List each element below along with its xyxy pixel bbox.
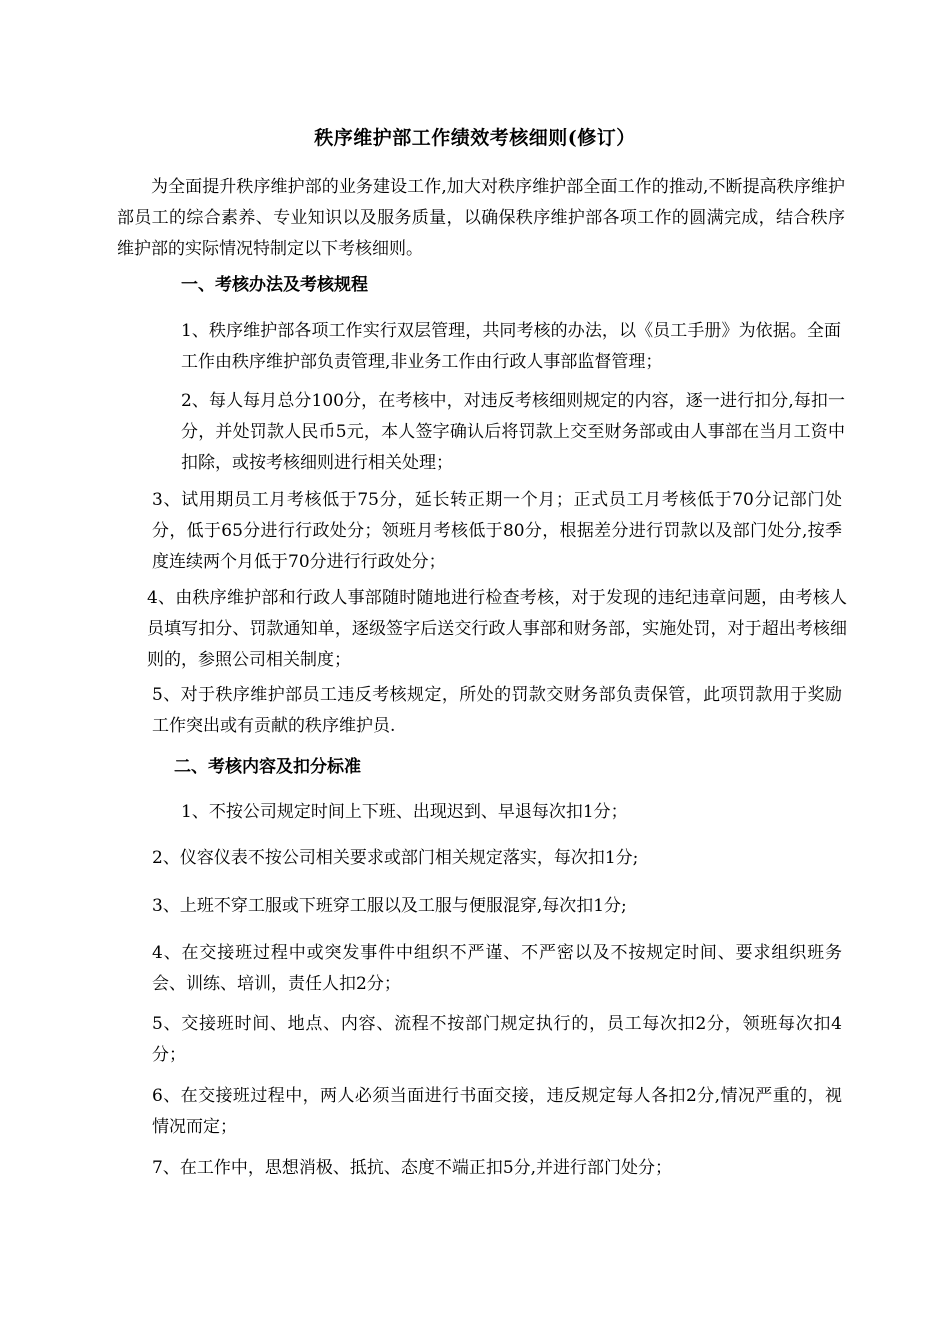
section2-item-3: 3、上班不穿工服或下班穿工服以及工服与便服混穿,每次扣1分; bbox=[152, 896, 627, 916]
section1-item-1: 1、秩序维护部各项工作实行双层管理，共同考核的办法，以《员工手册》为依据。全面工作由秩序维护部负责管理,非业务工作由行政人事部监督管理； bbox=[181, 321, 841, 372]
section1-item-5: 5、对于秩序维护部员工违反考核规定，所处的罚款交财务部负责保管，此项罚款用于奖励工作突出或有贡献的秩序维护员. bbox=[152, 685, 842, 736]
section-heading-2: 二、考核内容及扣分标准 bbox=[174, 757, 361, 777]
intro-paragraph: 为全面提升秩序维护部的业务建设工作,加大对秩序维护部全面工作的推动,不断提高秩序维护部员工的综合素养、专业知识以及服务质量，以确保秩序维护部各项工作的圆满完成，结合秩序维护部的实际情况特制定以下考核细则。 bbox=[117, 177, 845, 259]
section1-item-2: 2、每人每月总分100分，在考核中，对违反考核细则规定的内容，逐一进行扣分,每扣一分，并处罚款人民币5元，本人签字确认后将罚款上交至财务部或由人事部在当月工资中扣除，或按考核细则进行相关处理； bbox=[181, 391, 845, 473]
section1-item-3: 3、试用期员工月考核低于75分，延长转正期一个月；正式员工月考核低于70分记部门处分，低于65分进行行政处分；领班月考核低于80分，根据差分进行罚款以及部门处分,按季度连续两个月低于70分进行行政处分； bbox=[152, 490, 842, 572]
section2-item-7: 7、在工作中，思想消极、抵抗、态度不端正扣5分,并进行部门处分； bbox=[152, 1158, 673, 1178]
section-heading-1: 一、考核办法及考核规程 bbox=[181, 275, 368, 295]
document-title: 秩序维护部工作绩效考核细则(修订） bbox=[314, 127, 636, 149]
section2-item-5: 5、交接班时间、地点、内容、流程不按部门规定执行的，员工每次扣2分，领班每次扣4分； bbox=[152, 1014, 842, 1065]
section1-item-4: 4、由秩序维护部和行政人事部随时随地进行检查考核，对于发现的违纪违章问题，由考核人员填写扣分、罚款通知单，逐级签字后送交行政人事部和财务部，实施处罚，对于超出考核细则的，参照公司相关制度； bbox=[147, 588, 847, 670]
section2-item-4: 4、在交接班过程中或突发事件中组织不严谨、不严密以及不按规定时间、要求组织班务会、训练、培训，责任人扣2分； bbox=[152, 943, 842, 994]
section2-item-1: 1、不按公司规定时间上下班、出现迟到、早退每次扣1分； bbox=[181, 802, 628, 822]
section2-item-2: 2、仪容仪表不按公司相关要求或部门相关规定落实，每次扣1分; bbox=[152, 848, 639, 868]
section2-item-6: 6、在交接班过程中，两人必须当面进行书面交接，违反规定每人各扣2分,情况严重的，视情况而定； bbox=[152, 1086, 842, 1137]
